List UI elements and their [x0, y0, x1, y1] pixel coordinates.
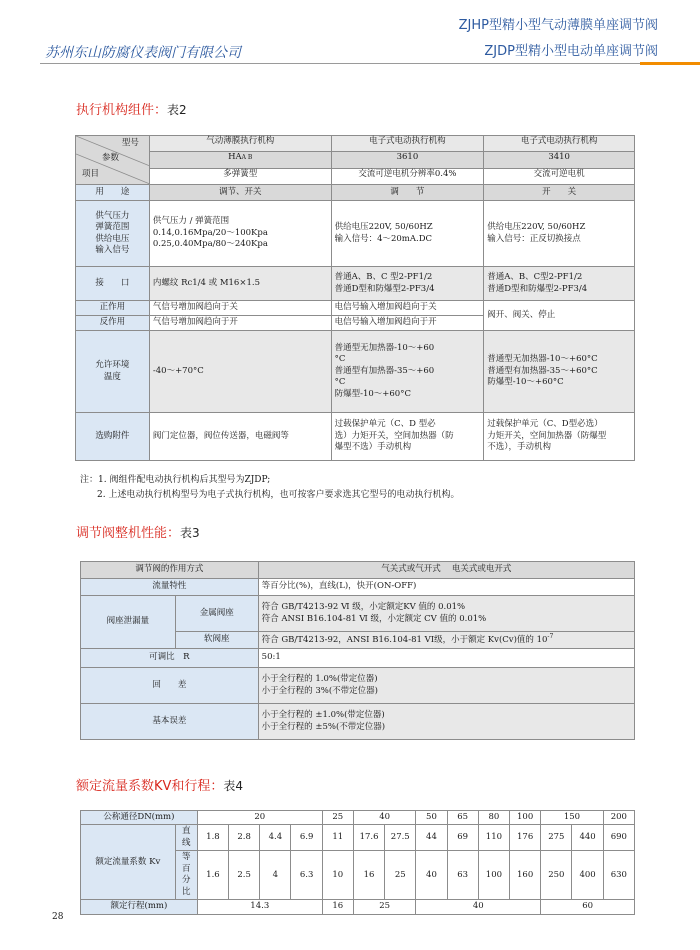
header-param: 参数 — [102, 153, 120, 163]
note-2: 2. 上述电动执行机构型号为电子式执行机构，也可按客户要求选其它型号的电动执行机构。 — [97, 489, 460, 500]
cell: 160 — [510, 851, 541, 900]
cell: 69 — [447, 825, 478, 851]
table-row — [81, 825, 635, 851]
col-model: 3610 — [332, 152, 484, 169]
cell: 440 — [572, 825, 603, 851]
table-row — [76, 267, 635, 301]
col-name: 电子式电动执行机构 — [332, 136, 484, 152]
row-label: 公称通径DN(mm) — [81, 811, 198, 825]
cell: 176 — [510, 825, 541, 851]
row-label: 流量特性 — [81, 579, 259, 596]
cell: 275 — [541, 825, 572, 851]
row-label: 选购附件 — [76, 413, 150, 461]
cell: 80 — [478, 811, 509, 825]
table-row — [81, 811, 635, 825]
cell: 250 — [541, 851, 572, 900]
row-label: 可调比 R — [81, 649, 259, 668]
table-row — [76, 413, 635, 461]
cell: 电信号输入增加阀趋向于关 — [331, 301, 484, 316]
cell: 1.8 — [197, 825, 228, 851]
cell: 25 — [322, 811, 353, 825]
section-title-kv: 额定流量系数KV和行程：表4 — [76, 779, 244, 794]
cell: -40～+70°C — [149, 331, 331, 413]
model-title-1: ZJHP型精小型气动薄膜单座调节阀 — [458, 18, 658, 33]
cell: 50 — [416, 811, 447, 825]
cell: 63 — [447, 851, 478, 900]
header-item: 项目 — [82, 169, 100, 179]
cell: 50:1 — [258, 649, 634, 668]
cell: 调节、开关 — [149, 185, 331, 201]
cell: 110 — [478, 825, 509, 851]
row-label: 额定行程(mm) — [81, 900, 198, 914]
cell: 阀开、阀关、停止 — [484, 301, 635, 331]
diag-header-cell — [76, 136, 150, 185]
cell: 25 — [385, 851, 416, 900]
table-row — [76, 185, 635, 201]
col-type: 多弹簧型 — [223, 169, 258, 179]
cell: 200 — [603, 811, 634, 825]
table-row — [76, 301, 635, 316]
cell: 100 — [478, 851, 509, 900]
table-row — [76, 136, 635, 185]
col-type: 交流可逆电机分辨率0.4% — [358, 169, 457, 179]
cell: 开 关 — [484, 185, 635, 201]
company-name: 苏州东山防腐仪表阀门有限公司 — [45, 45, 241, 61]
table-row — [81, 579, 635, 596]
cell: 小于全行程的 1.0%(带定位器) 小于全行程的 3%(不带定位器) — [258, 668, 634, 704]
row-label: 供气压力 弹簧范围 供给电压 输入信号 — [76, 201, 150, 267]
cell: 电信号输入增加阀趋向于开 — [331, 316, 484, 331]
cell: 供给电压220V, 50/60HZ 输入信号：4～20mA.DC — [331, 201, 484, 267]
row-label: 阀座泄漏量 — [81, 596, 176, 649]
section-title-actuator: 执行机构组件：表2 — [76, 103, 187, 118]
cell: 6.9 — [291, 825, 322, 851]
col-name: 电子式电动执行机构 — [484, 136, 634, 152]
row-label: 反作用 — [76, 316, 150, 331]
cell: 调 节 — [331, 185, 484, 201]
col-model: HAA B — [150, 152, 331, 169]
cell: 2.5 — [229, 851, 260, 900]
cell: 27.5 — [385, 825, 416, 851]
cell: 过载保护单元（C、D 型必 选）力矩开关，空间加热器（防 爆型不选）手动机构 — [331, 413, 484, 461]
cell: 气关式或气开式 电关式或电开式 — [258, 562, 634, 579]
cell: 等百分比(%)，直线(L)，快开(ON-OFF) — [258, 579, 634, 596]
row-label: 额定流量系数 Kv — [81, 825, 176, 900]
cell: 20 — [197, 811, 322, 825]
cell: 符合 GB/T4213-92，ANSI B16.104-81 VI级，小于额定 Kv(Cv)值的 $10^{-7}$ — [258, 632, 634, 649]
cell: 4 — [260, 851, 291, 900]
table-row — [81, 562, 635, 579]
row-label: 用 途 — [76, 185, 150, 201]
row-label: 基本误差 — [81, 704, 259, 740]
cell: 17.6 — [353, 825, 384, 851]
note-1: 注：1. 阀组件配电动执行机构后其型号为ZJDP; — [80, 475, 271, 485]
sub-label: 直线 — [175, 825, 197, 851]
cell: 16 — [322, 900, 353, 914]
cell: 供气压力 / 弹簧范围 0.14,0.16Mpa/20～100Kpa 0.25,0.40Mpa/80～240Kpa — [149, 201, 331, 267]
cell: 16 — [353, 851, 384, 900]
cell: 2.8 — [229, 825, 260, 851]
cell: 44 — [416, 825, 447, 851]
header-rule — [40, 63, 640, 64]
cell: 10 — [322, 851, 353, 900]
table-row — [81, 596, 635, 632]
cell: 气信号增加阀趋向于关 — [149, 301, 331, 316]
table-row — [81, 900, 635, 914]
col-name: 气动薄膜执行机构 — [150, 136, 331, 152]
cell: 1.6 — [197, 851, 228, 900]
cell: 150 — [541, 811, 603, 825]
notes — [80, 473, 459, 503]
col-type: 交流可逆电机 — [533, 169, 585, 179]
cell: 6.3 — [291, 851, 322, 900]
cell: 400 — [572, 851, 603, 900]
cell: 25 — [353, 900, 415, 914]
section-title-performance: 调节阀整机性能：表3 — [76, 526, 200, 541]
row-label: 接 口 — [76, 267, 150, 301]
header-accent-rule — [640, 62, 700, 65]
sub-label: 金属阀座 — [175, 596, 258, 632]
row-label: 调节阀的作用方式 — [81, 562, 259, 579]
cell: 过载保护单元（C、D型必选） 力矩开关，空间加热器（防爆型 不选），手动机构 — [484, 413, 635, 461]
col-electric-3610 — [331, 136, 484, 185]
cell: 普通型无加热器-10～+60 °C 普通型有加热器-35～+60 °C 防爆型-10～+60°C — [331, 331, 484, 413]
table-row — [81, 668, 635, 704]
table-row — [76, 331, 635, 413]
cell: 普通A、B、C型2-PF1/2 普通D型和防爆型2-PF3/4 — [484, 267, 635, 301]
table-3-performance — [80, 561, 635, 740]
cell: 630 — [603, 851, 634, 900]
table-2-actuator — [75, 135, 635, 461]
cell: 4.4 — [260, 825, 291, 851]
row-label: 正作用 — [76, 301, 150, 316]
col-pneumatic — [149, 136, 331, 185]
table-row — [76, 201, 635, 267]
row-label: 回 差 — [81, 668, 259, 704]
cell: 小于全行程的 ±1.0%(带定位器) 小于全行程的 ±5%(不带定位器) — [258, 704, 634, 740]
cell: 14.3 — [197, 900, 322, 914]
sub-label: 软阀座 — [175, 632, 258, 649]
cell: 供给电压220V, 50/60HZ 输入信号：正反切换接点 — [484, 201, 635, 267]
cell: 40 — [416, 900, 541, 914]
cell: 65 — [447, 811, 478, 825]
sub-label: 等百 分比 — [175, 851, 197, 900]
table-4-kv — [80, 810, 635, 915]
cell: 内螺纹 Rc1/4 或 M16×1.5 — [149, 267, 331, 301]
col-model: 3410 — [484, 152, 634, 169]
model-title-2: ZJDP型精小型电动单座调节阀 — [484, 44, 658, 59]
cell: 普通型无加热器-10～+60°C 普通型有加热器-35～+60°C 防爆型-10～+60°C — [484, 331, 635, 413]
cell: 40 — [416, 851, 447, 900]
cell: 40 — [353, 811, 415, 825]
cell: 符合 GB/T4213-92 Ⅵ 级，小定额定KV 值的 0.01% 符合 ANSI B16.104-81 Ⅵ 级，小定额定 CV 值的 0.01% — [258, 596, 634, 632]
cell: 阀门定位器，阀位传送器，电磁阀等 — [149, 413, 331, 461]
cell: 690 — [603, 825, 634, 851]
row-label: 允许环境 温度 — [76, 331, 150, 413]
cell: 100 — [510, 811, 541, 825]
header-model: 型号 — [121, 138, 139, 148]
col-electric-3410 — [484, 136, 635, 185]
cell: 11 — [322, 825, 353, 851]
table-row — [81, 704, 635, 740]
table-row — [81, 649, 635, 668]
cell: 气信号增加阀趋向于开 — [149, 316, 331, 331]
cell: 普通A、B、C 型2-PF1/2 普通D型和防爆型2-PF3/4 — [331, 267, 484, 301]
page-number: 28 — [52, 912, 64, 922]
cell: 60 — [541, 900, 635, 914]
